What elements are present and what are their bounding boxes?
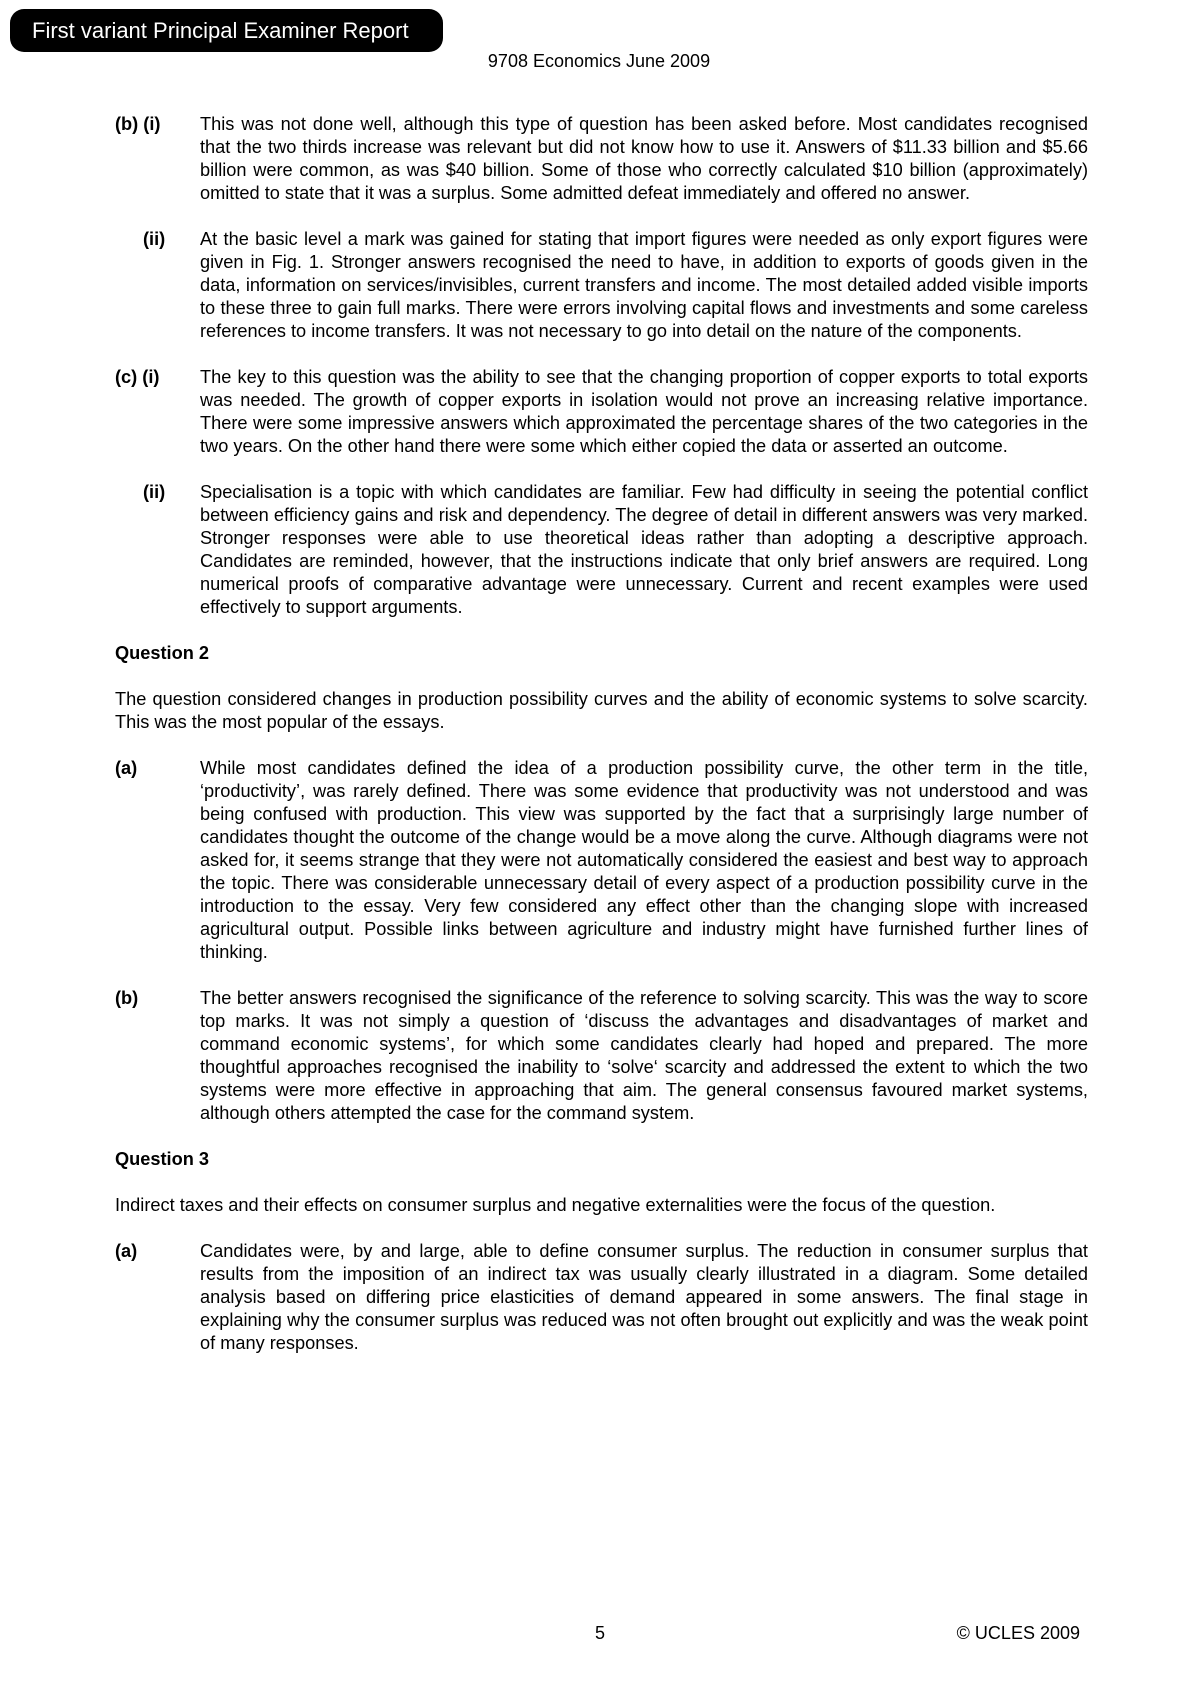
question-3-part-a xyxy=(115,1240,1088,1355)
answer-c-i xyxy=(115,366,1088,458)
item-text: At the basic level a mark was gained for stating that import figures were needed as only export figures were given in Fig. 1. Stronger answers recognised the need to have, in addition to exports of goods given in the data, information on services/invisibles, current transfers and income. The most detailed added visible imports to these three to gain full marks. There were errors involving capital flows and investments and some careless references to income transfers. It was not necessary to go into detail on the nature of the components. xyxy=(200,229,1088,341)
item-text: Specialisation is a topic with which candidates are familiar. Few had difficulty in seeing the potential conflict between efficiency gains and risk and dependency. The degree of detail in different answers was very marked. Stronger responses were able to use theoretical ideas rather than adopting a descriptive approach. Candidates are reminded, however, that the instructions indicate that only brief answers are required. Long numerical proofs of comparative advantage were unnecessary. Current and recent examples were used effectively to support arguments. xyxy=(200,482,1088,617)
item-label: (b) xyxy=(115,988,139,1008)
report-banner: First variant Principal Examiner Report xyxy=(10,9,443,52)
item-label: (a) xyxy=(115,758,138,778)
item-label: (c) (i) xyxy=(115,367,160,387)
item-text: While most candidates defined the idea of a production possibility curve, the other term in the title, ‘productivity’, was rarely defined. There was some evidence that productivity was not understood and was being confused with production. This view was supported by the fact that a surprisingly large number of candidates thought the outcome of the change would be a move along the curve. Although diagrams were not asked for, it seems strange that they were not automatically considered the easiest and best way to approach the topic. There was considerable unnecessary detail of every aspect of a production possibility curve in the introduction to the essay. Very few considered any effect other than the changing slope with increased agricultural output. Possible links between agriculture and industry might have furnished further lines of thinking. xyxy=(200,758,1088,962)
item-label: (ii) xyxy=(143,229,166,249)
item-label: (b) (i) xyxy=(115,114,161,134)
question-3-intro: Indirect taxes and their effects on consumer surplus and negative externalities were the focus of the question. xyxy=(115,1195,996,1215)
page-number: 5 xyxy=(594,1623,605,1643)
question-3-heading: Question 3 xyxy=(115,1149,209,1169)
answer-b-ii xyxy=(115,228,1088,343)
running-title: 9708 Economics June 2009 xyxy=(487,51,711,71)
question-2-heading: Question 2 xyxy=(115,643,209,663)
question-2-part-a xyxy=(115,757,1088,964)
answer-b-i xyxy=(115,113,1088,205)
item-label: (a) xyxy=(115,1241,138,1261)
copyright-notice: © UCLES 2009 xyxy=(956,1623,1080,1643)
item-text: The key to this question was the ability to see that the changing proportion of copper exports to total exports was needed. The growth of copper exports in isolation would not prove an increasing relative importance. There were some impressive answers which approximated the percentage shares of the two categories in the two years. On the other hand there were some which either copied the data or asserted an outcome. xyxy=(200,367,1088,456)
question-2-part-b xyxy=(115,987,1088,1125)
item-label: (ii) xyxy=(143,482,166,502)
item-text: The better answers recognised the significance of the reference to solving scarcity. This was the way to score top marks. It was not simply a question of ‘discuss the advantages and disadvantages of market and command economic systems’, for which some candidates clearly had hoped and prepared. The more thoughtful approaches recognised the inability to ‘solve‘ scarcity and addressed the extent to which the two systems were more effective in approaching that aim. The general consensus favoured market systems, although others attempted the case for the command system. xyxy=(200,988,1088,1123)
answer-c-ii xyxy=(115,481,1088,619)
item-text: This was not done well, although this type of question has been asked before. Most candidates recognised that the two thirds increase was relevant but did not know how to use it. Answers of $11.33 billion and $5.66 billion were common, as was $40 billion. Some of those who correctly calculated $10 billion (approximately) omitted to state that it was a surplus. Some admitted defeat immediately and offered no answer. xyxy=(200,114,1088,203)
item-text: Candidates were, by and large, able to define consumer surplus. The reduction in consumer surplus that results from the imposition of an indirect tax was usually clearly illustrated in a diagram. Some detailed analysis based on differing price elasticities of demand appeared in some answers. The final stage in explaining why the consumer surplus was reduced was not often brought out explicitly and was the weak point of many responses. xyxy=(200,1241,1088,1353)
report-body xyxy=(115,113,1088,1378)
question-2-intro: The question considered changes in production possibility curves and the ability of economic systems to solve scarcity. This was the most popular of the essays. xyxy=(115,689,1088,732)
